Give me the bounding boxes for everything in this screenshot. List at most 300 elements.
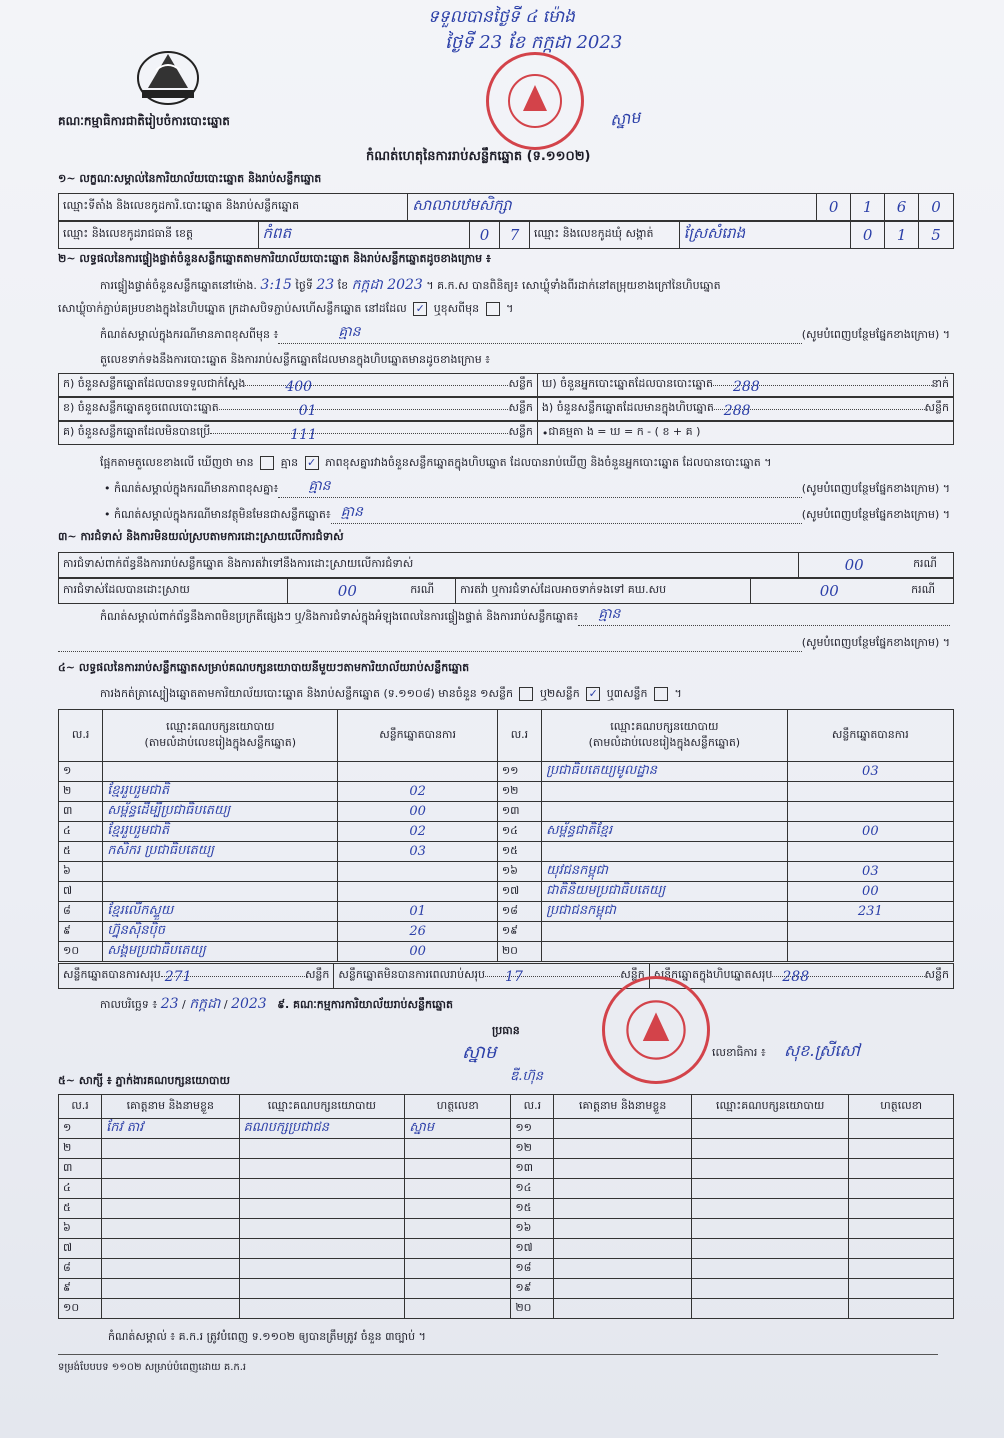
seal-status-text: សោឃ្លុំចាក់ភ្ជាប់គម្របខាងក្នុងនៃហិបឆ្នោត ក្រដាសបិទភ្ជាប់សហើសន្លឹកឆ្នោត នៅដដែល bbox=[58, 302, 407, 315]
witness-party bbox=[239, 1199, 405, 1219]
no-difference-checkbox[interactable]: ✓ bbox=[305, 456, 319, 470]
party-votes: 00 bbox=[787, 822, 953, 842]
unit-ballot: សន្លឹក bbox=[508, 401, 533, 414]
witness-name bbox=[102, 1279, 239, 1299]
row-number: ១៦ bbox=[497, 862, 541, 882]
table-row bbox=[59, 1259, 954, 1279]
witness-party bbox=[691, 1119, 849, 1139]
witness-party bbox=[691, 1299, 849, 1319]
case-unit: ករណី bbox=[406, 579, 456, 603]
witness-name: កែវ តាវ bbox=[102, 1119, 239, 1139]
col-party bbox=[542, 710, 788, 762]
witness-signature bbox=[849, 1179, 954, 1199]
witness-name bbox=[554, 1199, 691, 1219]
witness-signature bbox=[405, 1279, 511, 1299]
col-party-title: ឈ្មោះគណបក្សនយោបាយ bbox=[166, 719, 275, 733]
table-row bbox=[59, 802, 954, 822]
irregularity-note-line2 bbox=[58, 636, 950, 652]
row-number: ១៨ bbox=[497, 902, 541, 922]
total-invalid-value: 17 bbox=[505, 968, 523, 985]
has-difference-checkbox[interactable] bbox=[260, 456, 274, 470]
witness-signature bbox=[849, 1259, 954, 1279]
row-number: ១ bbox=[59, 1119, 102, 1139]
count-a-label: ក) ចំនួនសន្លឹកឆ្នោតដែលបានទទួលជាក់ស្តែង bbox=[63, 377, 246, 390]
count-e-label: ង) ចំនួនសន្លឹកឆ្នោតដែលមានក្នុងហិបឆ្នោត bbox=[541, 401, 714, 414]
table-row bbox=[59, 842, 954, 862]
witness-signature bbox=[849, 1239, 954, 1259]
witness-name bbox=[102, 1179, 239, 1199]
table-row bbox=[59, 1219, 954, 1239]
party-name: កសិករ ប្រជាធិបតេយ្យ bbox=[103, 842, 338, 862]
party-name bbox=[103, 862, 338, 882]
witness-signature bbox=[849, 1199, 954, 1219]
secretary-label: លេខាធិការ ៖ bbox=[712, 1046, 766, 1059]
witness-party bbox=[239, 1259, 405, 1279]
section2-heading: ២~ លទ្ធផលនៃការផ្ទៀងផ្ទាត់ចំនួនសន្លឹកឆ្នោតតាមការិយាល័យបោះឆ្នោត និងរាប់សន្លឹកឆ្នោតដូចខាងក្រោម ៖ bbox=[58, 252, 491, 265]
row-number: ១៩ bbox=[497, 922, 541, 942]
witness-signature bbox=[405, 1139, 511, 1159]
witness-party bbox=[239, 1219, 405, 1239]
unit-person: នាក់ bbox=[931, 377, 949, 390]
col-sign: ហត្ថលេខា bbox=[405, 1095, 511, 1119]
row-number: ១៧ bbox=[511, 1239, 554, 1259]
check-paragraph-tail: ។ គ.ក.ស បានពិនិត្យ៖ សោឃ្លុំទាំងពីរដាក់នៅតម្រុយខាងក្រៅនៃហិបឆ្នោត bbox=[426, 279, 721, 292]
total-box-value: 288 bbox=[782, 968, 810, 985]
table-row bbox=[59, 762, 954, 782]
secretary-name: សុខ.ស្រីសៅ bbox=[784, 1041, 860, 1060]
row-number: ១៧ bbox=[497, 882, 541, 902]
chair-label: ប្រធាន bbox=[492, 1024, 520, 1037]
table-row bbox=[59, 862, 954, 882]
party-votes bbox=[787, 802, 953, 822]
col-party bbox=[103, 710, 338, 762]
station-code-digit: 6 bbox=[885, 194, 919, 220]
date-label: កាលបរិច្ឆេទ ៖ bbox=[100, 998, 158, 1011]
row-number: ៥ bbox=[59, 1199, 102, 1219]
row-number: ១០ bbox=[59, 942, 103, 962]
date-month: កក្កដា bbox=[189, 996, 221, 1012]
section1-heading: ១~ លក្ខណៈសម្គាល់នៃការិយាល័យបោះឆ្នោត និងរាប់សន្លឹកឆ្នោត bbox=[58, 172, 322, 185]
party-name: ជាតិនិយមប្រជាធិបតេយ្យ bbox=[542, 882, 788, 902]
witness-party bbox=[691, 1139, 849, 1159]
row-number: ១២ bbox=[511, 1139, 554, 1159]
table-row bbox=[59, 902, 954, 922]
count-row-b-e bbox=[58, 397, 954, 421]
row-number: ៣ bbox=[59, 802, 103, 822]
party-name bbox=[542, 782, 788, 802]
party-name: ប្រជាជនកម្ពុជា bbox=[542, 902, 788, 922]
date-year: 2023 bbox=[231, 996, 267, 1012]
row-number: ១៣ bbox=[511, 1159, 554, 1179]
form-footer: ទម្រង់បែបបទ ១១០២ សម្រាប់បំពេញដោយ គ.ក.រ bbox=[58, 1362, 247, 1373]
unit: សន្លឹក bbox=[304, 968, 330, 981]
case-unit: ករណី bbox=[911, 583, 936, 596]
check-month-label: ខែ bbox=[337, 279, 349, 292]
total-invalid bbox=[334, 964, 649, 988]
row-number: ១៦ bbox=[511, 1219, 554, 1239]
witness-party bbox=[691, 1259, 849, 1279]
witness-signature bbox=[405, 1259, 511, 1279]
witness-table bbox=[58, 1094, 954, 1319]
party-name: យុវជនកម្ពុជា bbox=[542, 862, 788, 882]
unit-ballot: សន្លឹក bbox=[508, 425, 533, 438]
count-d-label: ឃ) ចំនួនអ្នកបោះឆ្នោតដែលបានបោះឆ្នោត bbox=[541, 377, 713, 390]
witness-name bbox=[554, 1299, 691, 1319]
party-name: ខ្មែររួបរួមជាតិ bbox=[103, 782, 338, 802]
table-row bbox=[59, 1279, 954, 1299]
nec-logo-icon bbox=[128, 40, 208, 108]
station-code-digit: 0 bbox=[931, 198, 941, 216]
material-note-field[interactable] bbox=[331, 504, 802, 524]
diff-note-line bbox=[104, 478, 950, 498]
total-box-label: សន្លឹកឆ្នោតក្នុងហិបឆ្នោតសរុប bbox=[653, 968, 773, 981]
count-row-c-formula bbox=[58, 421, 954, 445]
witness-name bbox=[102, 1159, 239, 1179]
party-votes: 231 bbox=[787, 902, 953, 922]
party-votes: 01 bbox=[338, 902, 497, 922]
totals-row bbox=[58, 963, 954, 989]
formula-text: ជាគម្មតា ង = ឃ = ក - ( ខ + គ ) bbox=[548, 425, 701, 438]
signing-date-line: កាលបរិច្ឆេទ ៖ 23 / កក្កដា / 2023 ៩. គណៈកម្មការការិយាល័យរាប់សន្លឹកឆ្នោត bbox=[100, 996, 453, 1012]
witness-signature bbox=[405, 1199, 511, 1219]
col-no: ល.រ bbox=[511, 1095, 554, 1119]
table-row bbox=[59, 782, 954, 802]
witness-signature bbox=[849, 1119, 954, 1139]
witness-party bbox=[239, 1279, 405, 1299]
official-seal-top bbox=[486, 52, 584, 150]
commune-label: ឈ្មោះ និងលេខកូដឃុំ សង្កាត់ bbox=[530, 222, 680, 248]
witness-party bbox=[239, 1179, 405, 1199]
row-number: ៨ bbox=[59, 902, 103, 922]
complaint-row1-label: ការជំទាស់ពាក់ព័ន្ធនឹងការរាប់សន្លឹកឆ្នោត និងការតវ៉ាទៅនឹងការដោះស្រាយលើការជំទាស់ bbox=[59, 553, 799, 577]
party-votes: 03 bbox=[787, 862, 953, 882]
total-invalid-label: សន្លឹកឆ្នោតមិនបានការពេលរាប់សរុប bbox=[338, 968, 486, 981]
witness-name bbox=[554, 1179, 691, 1199]
table-row bbox=[59, 822, 954, 842]
col-party-sub: (តាមលំដាប់លេខរៀងក្នុងសន្លឹកឆ្នោត) bbox=[588, 735, 741, 749]
row-number: ៨ bbox=[59, 1259, 102, 1279]
irregularity-note-field[interactable] bbox=[578, 606, 950, 626]
complaint-row2 bbox=[58, 578, 954, 604]
count-b bbox=[59, 398, 538, 420]
party-name bbox=[542, 922, 788, 942]
changed-checkbox[interactable] bbox=[486, 302, 500, 316]
two-sheet-checkbox[interactable]: ✓ bbox=[586, 687, 600, 701]
handwritten-signature-top: ស្នាម bbox=[608, 107, 642, 130]
handwritten-received-date: ថ្ងៃទី 23 ខែ កក្កដា 2023 bbox=[445, 32, 623, 53]
section1-row2 bbox=[58, 221, 954, 249]
witness-name bbox=[102, 1239, 239, 1259]
party-votes: 02 bbox=[338, 822, 497, 842]
two-sheet-label: ឬ២សន្លឹក bbox=[539, 687, 580, 700]
party-votes bbox=[338, 762, 497, 782]
party-votes bbox=[787, 842, 953, 862]
witness-name bbox=[554, 1239, 691, 1259]
complaint-forwarded-label: ការតវ៉ា ឬការជំទាស់ដែលអាចទាក់ទងទៅ គឃ.សប bbox=[456, 579, 751, 603]
table-row bbox=[59, 1119, 954, 1139]
row-number: ២ bbox=[59, 1139, 102, 1159]
total-box bbox=[650, 964, 953, 988]
witness-name bbox=[102, 1199, 239, 1219]
count-c bbox=[59, 422, 538, 444]
row-number: ២០ bbox=[511, 1299, 554, 1319]
row-number: ១១ bbox=[511, 1119, 554, 1139]
row-number: ៩ bbox=[59, 1279, 102, 1299]
col-name: គោត្តនាម និងនាមខ្លួន bbox=[554, 1095, 691, 1119]
col-sign: ហត្ថលេខា bbox=[849, 1095, 954, 1119]
witness-name bbox=[102, 1259, 239, 1279]
case-unit: ករណី bbox=[913, 557, 937, 570]
row-number: ៧ bbox=[59, 882, 103, 902]
commune-code-digit: 1 bbox=[885, 222, 919, 248]
witness-signature: ស្នាម bbox=[405, 1119, 511, 1139]
witness-signature bbox=[849, 1159, 954, 1179]
material-note-line bbox=[104, 504, 950, 524]
province-code-digit: 7 bbox=[500, 222, 530, 248]
col-party-title: ឈ្មោះគណបក្សនយោបាយ bbox=[610, 719, 719, 733]
change-note-line bbox=[100, 324, 950, 344]
diff-note-value: គ្មាន bbox=[308, 478, 331, 494]
section3-heading: ៣~ ការជំទាស់ និងការមិនយល់ស្របតាមការដោះស្រាយលើការជំទាស់ bbox=[58, 530, 344, 543]
count-e-value: 288 bbox=[723, 402, 751, 419]
chair-signature: ស្នាម bbox=[462, 1042, 497, 1063]
count-a bbox=[59, 374, 538, 396]
row-number: ២០ bbox=[497, 942, 541, 962]
witness-signature bbox=[405, 1299, 511, 1319]
count-c-value: 111 bbox=[290, 426, 317, 443]
witness-name bbox=[554, 1219, 691, 1239]
witness-name bbox=[554, 1119, 691, 1139]
table-row bbox=[59, 1239, 954, 1259]
witness-signature bbox=[849, 1139, 954, 1159]
witness-name bbox=[102, 1299, 239, 1319]
witness-name bbox=[102, 1219, 239, 1239]
witness-name bbox=[554, 1279, 691, 1299]
table-row bbox=[59, 1199, 954, 1219]
fill-hint: (សូមបំពេញបន្ថែមផ្នែកខាងក្រោម) ។ bbox=[801, 508, 950, 521]
witness-signature bbox=[405, 1159, 511, 1179]
party-votes: 02 bbox=[338, 782, 497, 802]
check-day: 23 bbox=[316, 277, 335, 293]
row-number: ១៨ bbox=[511, 1259, 554, 1279]
unit: សន្លឹក bbox=[620, 968, 645, 981]
party-votes bbox=[787, 922, 953, 942]
official-seal-bottom bbox=[602, 976, 710, 1084]
row-number: ៩ bbox=[59, 922, 103, 942]
check-day-label: ថ្ងៃទី bbox=[295, 279, 313, 292]
polling-station-label: ឈ្មោះទីតាំង និងលេខកូដការិ.បោះឆ្នោត និងរាប់សន្លឹកឆ្នោត bbox=[59, 194, 408, 220]
date-day: 23 bbox=[160, 996, 179, 1012]
party-name: សម្ព័ន្ធដើម្បីប្រជាធិបតេយ្យ bbox=[103, 802, 338, 822]
fill-hint: (សូមបំពេញបន្ថែមផ្នែកខាងក្រោម) ។ bbox=[801, 328, 950, 341]
check-paragraph-line2: សោឃ្លុំចាក់ភ្ជាប់គម្របខាងក្នុងនៃហិបឆ្នោត ក្រដាសបិទភ្ជាប់សហើសន្លឹកឆ្នោត នៅដដែល ✓ ឬខុសពីមុន ។ bbox=[58, 302, 514, 315]
col-votes: សន្លឹកឆ្នោតបានការ bbox=[787, 710, 953, 762]
unit-ballot: សន្លឹក bbox=[924, 401, 949, 414]
party-name: ខ្មែររួបរួមជាតិ bbox=[103, 822, 338, 842]
party-name: ខ្មែរលើកស្ទួយ bbox=[103, 902, 338, 922]
one-sheet-checkbox[interactable] bbox=[519, 687, 533, 701]
table-row bbox=[59, 1159, 954, 1179]
witness-signature bbox=[405, 1179, 511, 1199]
three-sheet-checkbox[interactable] bbox=[654, 687, 668, 701]
col-party: ឈ្មោះគណបក្សនយោបាយ bbox=[239, 1095, 405, 1119]
row-number: ១៥ bbox=[497, 842, 541, 862]
witness-name bbox=[554, 1159, 691, 1179]
total-valid-label: សន្លឹកឆ្នោតបានការសរុប bbox=[63, 968, 161, 981]
section1-row1 bbox=[58, 193, 954, 221]
party-name bbox=[542, 842, 788, 862]
party-votes: 00 bbox=[787, 882, 953, 902]
change-note-field[interactable] bbox=[278, 324, 801, 344]
committee-name: គណៈកម្មាធិការជាតិរៀបចំការបោះឆ្នោត bbox=[58, 114, 230, 128]
unit: សន្លឹក bbox=[924, 968, 949, 981]
irregularity-note-field2[interactable] bbox=[58, 636, 802, 652]
row-number: ៦ bbox=[59, 862, 103, 882]
diff-note-field[interactable] bbox=[278, 478, 801, 498]
complaint-forwarded-value: 00 bbox=[819, 582, 839, 600]
party-results-body bbox=[59, 762, 954, 962]
three-sheet-label: ឬ៣សន្លឹក bbox=[606, 687, 648, 700]
station-code-digit: 0 bbox=[817, 194, 851, 220]
compare-line bbox=[100, 456, 771, 472]
col-no: ល.រ bbox=[59, 1095, 102, 1119]
party-votes: 03 bbox=[787, 762, 953, 782]
witness-signature bbox=[405, 1239, 511, 1259]
party-name: សម្ព័ន្ធជាតិខ្មែរ bbox=[542, 822, 788, 842]
party-name bbox=[103, 762, 338, 782]
party-votes: 26 bbox=[338, 922, 497, 942]
irregularity-note-label: កំណត់សម្គាល់ពាក់ព័ន្ធនឹងភាពមិនប្រក្រតីផ្សេងៗ ឬ/និងការជំទាស់ក្នុងអំឡុងពេលនៃការផ្ទៀងផ្ទាត់ និងការរាប់សន្លឹកឆ្នោត៖ bbox=[100, 610, 579, 623]
witness-signature bbox=[849, 1299, 954, 1319]
check-month-year: កក្កដា 2023 bbox=[351, 277, 423, 293]
province-code-digit: 0 bbox=[470, 222, 500, 248]
diff-note-label: • កំណត់សម្គាល់ក្នុងករណីមានភាពខុសគ្នា៖ bbox=[104, 482, 279, 495]
chair-name: ឌី.ហ៊ុន bbox=[510, 1069, 544, 1084]
same-checkbox[interactable]: ✓ bbox=[413, 302, 427, 316]
tally-sheet-text: ការងកត់ត្រាស្បៀងឆ្នោតតាមការិយាល័យបោះឆ្នោត និងរាប់សន្លឹកឆ្នោត (ទ.១១០៨) មានចំនួន ១សន្លឹក bbox=[100, 687, 513, 700]
col-name: គោត្តនាម និងនាមខ្លួន bbox=[102, 1095, 239, 1119]
count-formula: • ជាគម្មតា ង = ឃ = ក - ( ខ + គ ) bbox=[541, 425, 701, 440]
check-paragraph-line1 bbox=[100, 275, 960, 296]
station-code-digit: 1 bbox=[851, 194, 885, 220]
check-time: 3:15 bbox=[260, 277, 292, 293]
count-b-value: 01 bbox=[298, 402, 317, 419]
party-name bbox=[542, 942, 788, 962]
fill-hint: (សូមបំពេញបន្ថែមផ្នែកខាងក្រោម) ។ bbox=[801, 482, 950, 495]
tally-sheet-line: ការងកត់ត្រាស្បៀងឆ្នោតតាមការិយាល័យបោះឆ្នោត និងរាប់សន្លឹកឆ្នោត (ទ.១១០៨) មានចំនួន ១សន្លឹក ឬ២សន្លឹក ✓ ឬ៣សន្លឹក ។ bbox=[100, 687, 682, 700]
witness-signature bbox=[405, 1219, 511, 1239]
fill-hint: (សូមបំពេញបន្ថែមផ្នែកខាងក្រោម) ។ bbox=[801, 636, 950, 649]
irregularity-note-value: គ្មាន bbox=[598, 606, 621, 622]
no-difference-label: គ្មាន bbox=[280, 456, 299, 469]
commune-code-digit: 0 bbox=[851, 222, 885, 248]
witness-signature bbox=[849, 1279, 954, 1299]
footer-divider bbox=[58, 1354, 938, 1355]
witness-party bbox=[239, 1139, 405, 1159]
complaint-resolved-value: 00 bbox=[337, 582, 357, 600]
party-votes bbox=[787, 782, 953, 802]
row-number: ១៤ bbox=[497, 822, 541, 842]
total-valid bbox=[59, 964, 334, 988]
row-number: ៦ bbox=[59, 1219, 102, 1239]
irregularity-note-line bbox=[100, 606, 950, 626]
table-row bbox=[59, 1179, 954, 1199]
col-no: ល.រ bbox=[497, 710, 541, 762]
complaint-resolved-label: ការជំទាស់ដែលបានដោះស្រាយ bbox=[59, 579, 288, 603]
row-number: ១៩ bbox=[511, 1279, 554, 1299]
change-note-label: កំណត់សម្គាល់ក្នុងករណីមានភាពខុសពីមុន ៖ bbox=[100, 328, 279, 341]
polling-station-name: សាលាបឋមសិក្សា bbox=[408, 194, 817, 220]
witness-party bbox=[239, 1239, 405, 1259]
commune-name: ស្រែសំរោង bbox=[680, 222, 852, 248]
count-a-value: 400 bbox=[285, 378, 313, 395]
col-party-sub: (តាមលំដាប់លេខរៀងក្នុងសន្លឹកឆ្នោត) bbox=[144, 735, 297, 749]
witness-party bbox=[691, 1179, 849, 1199]
party-name: សង្គមប្រជាធិបតេយ្យ bbox=[103, 942, 338, 962]
witness-name bbox=[102, 1139, 239, 1159]
section5-heading: ៥~ សាក្សី ៖ ភ្នាក់ងារគណបក្សនយោបាយ bbox=[58, 1074, 231, 1087]
col-party: ឈ្មោះគណបក្សនយោបាយ bbox=[691, 1095, 849, 1119]
count-b-label: ខ) ចំនួនសន្លឹកឆ្នោតខូចពេលបោះឆ្នោត bbox=[63, 401, 219, 414]
change-note-value: គ្មាន bbox=[338, 324, 361, 340]
party-name bbox=[103, 882, 338, 902]
row-number: ៧ bbox=[59, 1239, 102, 1259]
party-votes: 03 bbox=[338, 842, 497, 862]
row-number: ៥ bbox=[59, 842, 103, 862]
party-votes: 00 bbox=[338, 802, 497, 822]
province-name: កំពត bbox=[259, 222, 471, 248]
party-votes bbox=[338, 882, 497, 902]
count-d bbox=[538, 374, 953, 396]
witness-party bbox=[239, 1299, 405, 1319]
province-label: ឈ្មោះ និងលេខកូដរាជធានី ខេត្ត bbox=[59, 222, 259, 248]
row-number: ១ bbox=[59, 762, 103, 782]
material-note-value: គ្មាន bbox=[340, 504, 363, 520]
row-number: ២ bbox=[59, 782, 103, 802]
table-row bbox=[59, 882, 954, 902]
witness-party: គណបក្សប្រជាជន bbox=[239, 1119, 405, 1139]
party-votes bbox=[787, 942, 953, 962]
total-valid-value: 271 bbox=[164, 968, 192, 985]
compare-text: ផ្អែកតាមតួលេខខាងលើ ឃើញថា មាន bbox=[100, 456, 254, 469]
row-number: ១៣ bbox=[497, 802, 541, 822]
party-votes bbox=[338, 862, 497, 882]
row-number: ១៥ bbox=[511, 1199, 554, 1219]
witness-signature bbox=[849, 1219, 954, 1239]
party-name: ប្រជាធិបតេយ្យមូលដ្ឋាន bbox=[542, 762, 788, 782]
footnote: កំណត់សម្គាល់ ៖ គ.ក.រ ត្រូវបំពេញ ទ.១១០២ ឲ្យបានត្រឹមត្រូវ ចំនួន ៣ច្បាប់ ។ bbox=[108, 1330, 426, 1343]
count-c-label: គ) ចំនួនសន្លឹកឆ្នោតដែលមិនបានប្រើ bbox=[63, 425, 211, 438]
complaint-row1-value: 00 bbox=[844, 556, 864, 574]
material-note-label: • កំណត់សម្គាល់ក្នុងករណីមានវត្ថុមិនមែនជាសន្លឹកឆ្នោត៖ bbox=[104, 508, 331, 521]
table-row bbox=[59, 942, 954, 962]
party-name bbox=[542, 802, 788, 822]
party-results-table bbox=[58, 709, 954, 962]
party-votes: 00 bbox=[338, 942, 497, 962]
witness-party bbox=[691, 1219, 849, 1239]
complaint-row1 bbox=[58, 552, 954, 578]
row-number: ១២ bbox=[497, 782, 541, 802]
counts-intro: តួលេខទាក់ទងនឹងការបោះឆ្នោត និងការរាប់សន្លឹកឆ្នោតដែលមានក្នុងហិបឆ្នោតមានដូចខាងក្រោម ៖ bbox=[100, 353, 491, 366]
signed-by: ៩. គណៈកម្មការការិយាល័យរាប់សន្លឹកឆ្នោត bbox=[277, 998, 453, 1011]
count-d-value: 288 bbox=[733, 378, 760, 395]
witness-party bbox=[691, 1159, 849, 1179]
table-row bbox=[59, 1139, 954, 1159]
witness-party bbox=[691, 1239, 849, 1259]
table-row bbox=[59, 922, 954, 942]
witness-name bbox=[554, 1139, 691, 1159]
row-number: ១១ bbox=[497, 762, 541, 782]
